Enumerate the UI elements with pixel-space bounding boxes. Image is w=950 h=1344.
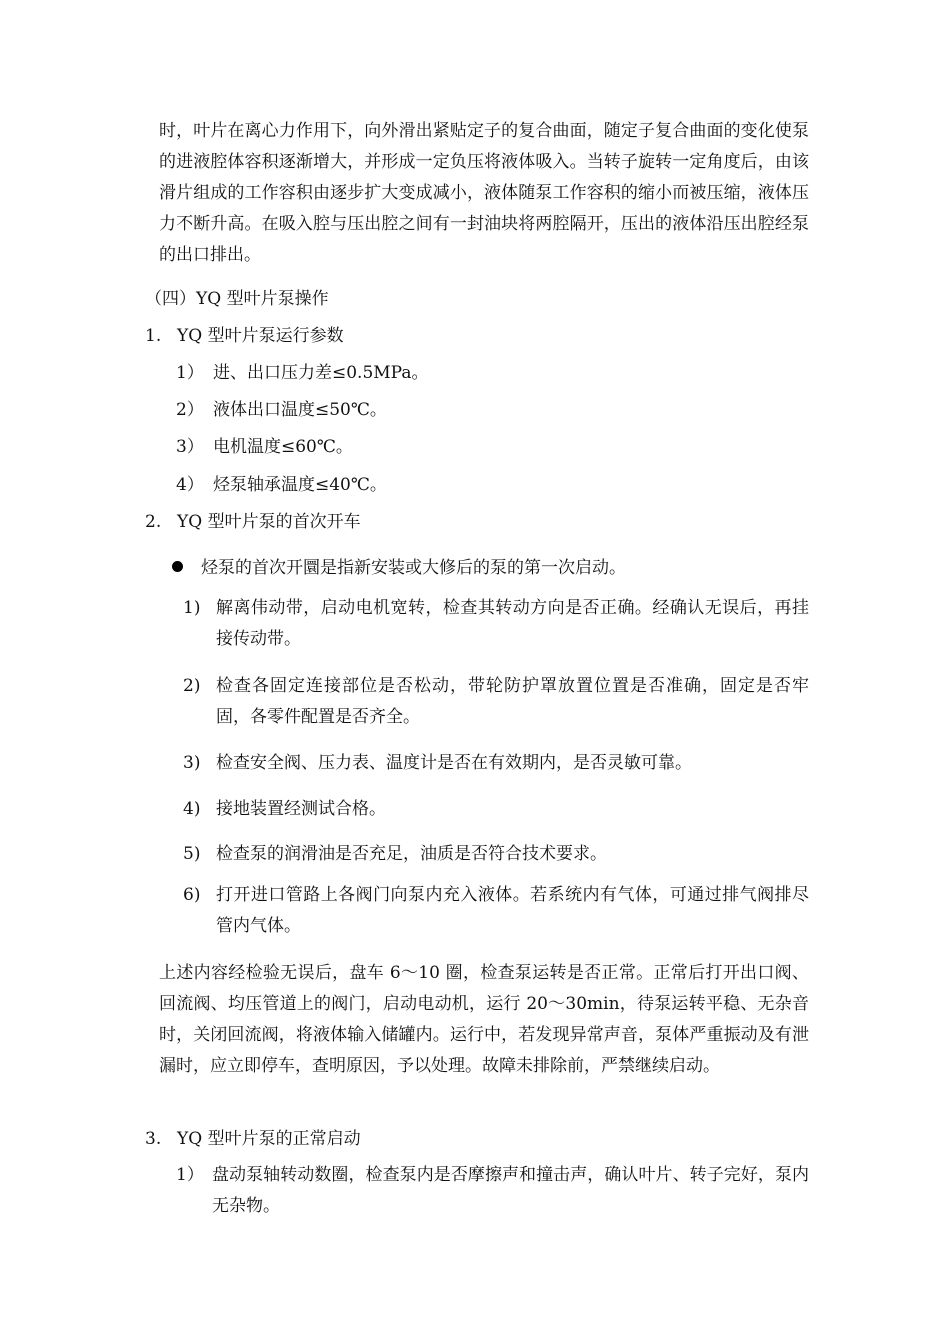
subsection-2-title: YQ 型叶片泵的首次开车 [177,512,361,532]
parameter-item [176,436,353,458]
startup-step-number: 6) [183,885,201,905]
bullet-text: 烃泵的首次开圜是指新安装或大修后的泵的第一次启动。 [201,558,626,578]
startup-step-number: 2) [183,676,201,696]
startup-step-number: 5) [183,844,201,864]
bullet-dot-icon [172,561,183,572]
normal-start-step-number: 1） [176,1165,204,1185]
startup-step-text: 打开进口管路上各阀门向泵内充入液体。若系统内有气体，可通过排气阀排尽管内气体。 [216,885,809,936]
parameter-item-text: 电机温度≤60℃。 [213,437,353,457]
subsection-2-number: 2. [145,512,162,532]
parameter-item [176,362,429,384]
subsection-3-heading [145,1128,361,1150]
startup-step-text: 检查各固定连接部位是否松动，带轮防护罩放置位置是否准确，固定是否牢固，各零件配置是否齐全。 [216,676,809,727]
startup-step-text: 解离伟动带，启动电机宽转，检查其转动方向是否正确。经确认无误后，再挂接传动带。 [216,598,809,649]
startup-step [183,748,809,779]
normal-start-step-text: 盘动泵轴转动数圈，检查泵内是否摩擦声和撞击声，确认叶片、转子完好，泵内无杂物。 [212,1165,809,1216]
subsection-1-title: YQ 型叶片泵运行参数 [177,326,344,346]
parameter-item-number: 4） [176,475,204,495]
startup-step-text: 检查安全阀、压力表、温度计是否在有效期内，是否灵敏可靠。 [216,753,692,773]
normal-start-step [176,1160,809,1222]
parameter-item-text: 进、出口压力差≤0.5MPa。 [213,363,429,383]
parameter-item-number: 1） [176,363,204,383]
intro-paragraph: 时，叶片在离心力作用下，向外滑出紧贴定子的复合曲面，随定子复合曲面的变化使泵的进液腔体容积逐渐增大，并形成一定负压将液体吸入。当转子旋转一定角度后，由该滑片组成的工作容积由逐步扩大变成减小，液体随泵工作容积的缩小而被压缩，液体压力不断升高。在吸入腔与压出腔之间有一封油块将两腔隔开，压出的液体沿压出腔经泵的出口排出。 [159,121,809,265]
subsection-3-title: YQ 型叶片泵的正常启动 [177,1129,361,1149]
startup-step-number: 1) [183,598,201,618]
subsection-3-number: 3. [145,1129,162,1149]
startup-step [183,839,809,870]
startup-step [183,880,809,942]
parameter-item-text: 烃泵轴承温度≤40℃。 [213,475,387,495]
bullet-point [172,557,626,579]
subsection-2-heading [145,511,361,533]
subsection-1-number: 1. [145,326,162,346]
startup-step [183,794,809,825]
startup-step-number: 4) [183,799,201,819]
startup-summary-paragraph: 上述内容经检验无误后，盘车 6～10 圈，检查泵运转是否正常。正常后打开出口阀、回流阀、均压管道上的阀门，启动电动机，运行 20～30min，待泵运转平稳、无杂音时，关闭回流阀，将液体输入储罐内。运行中，若发现异常声音，泵体严重振动及有泄漏时，应立即停车，查明原因，予以处理。故障未排除前，严禁继续启动。 [159,963,809,1076]
startup-step [183,671,809,733]
subsection-1-heading [145,325,344,347]
parameter-item-text: 液体出口温度≤50℃。 [213,400,387,420]
startup-step-text: 接地装置经测试合格。 [216,799,386,819]
parameter-item [176,399,387,421]
startup-step-text: 检查泵的润滑油是否充足，油质是否符合技术要求。 [216,844,607,864]
section-heading: （四）YQ 型叶片泵操作 [145,289,329,309]
startup-step-number: 3) [183,753,201,773]
parameter-item-number: 2） [176,400,204,420]
parameter-item [176,474,387,496]
parameter-item-number: 3） [176,437,204,457]
startup-step [183,593,809,655]
